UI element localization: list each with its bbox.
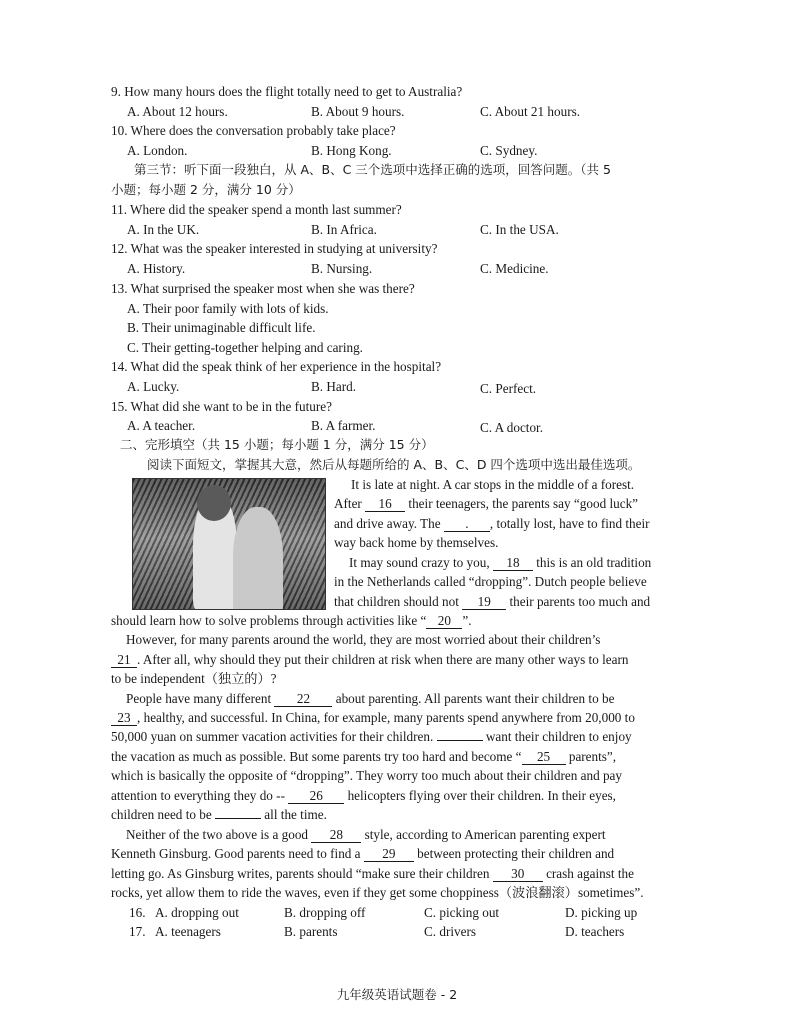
q17-option-a: A. teenagers bbox=[155, 924, 221, 939]
question-12: 12. What was the speaker interested in studying at university? bbox=[111, 241, 438, 256]
q12-option-b: B. Nursing. bbox=[311, 261, 373, 276]
q11-option-c: C. In the USA. bbox=[480, 222, 559, 237]
p4-line1 bbox=[126, 689, 614, 709]
blank-21: 21 bbox=[111, 652, 137, 668]
p2-line4-a: should learn how to solve problems through activities like “ bbox=[111, 613, 427, 628]
q14-option-c: C. Perfect. bbox=[480, 381, 537, 396]
p4-line4 bbox=[111, 747, 616, 767]
p1-line3 bbox=[334, 514, 650, 534]
p4-line7-a: children need to be bbox=[111, 807, 212, 822]
page-footer: 九年级英语试题卷 - 2 bbox=[336, 987, 458, 1002]
p2-line4 bbox=[111, 611, 472, 631]
blank-22: 22 bbox=[274, 691, 332, 707]
question-9: 9. How many hours does the flight totally need to get to Australia? bbox=[111, 84, 463, 99]
cloze-heading: 二、完形填空（共 15 小题；每小题 1 分，满分 15 分） bbox=[120, 437, 434, 452]
p5-line3-a: letting go. As Ginsburg writes, parents should “make sure their children bbox=[111, 866, 490, 881]
p1-line3-b: , totally lost, have to find their bbox=[489, 516, 650, 531]
p4-line2-b: , healthy, and successful. In China, for example, many parents spend anywhere from 20,000 to bbox=[137, 710, 635, 725]
q17-number: 17. bbox=[129, 924, 146, 939]
question-10: 10. Where does the conversation probably take place? bbox=[111, 123, 396, 138]
p5-line1 bbox=[126, 825, 606, 845]
q16-number: 16. bbox=[129, 905, 146, 920]
q15-option-c: C. A doctor. bbox=[480, 420, 544, 435]
q12-option-a: A. History. bbox=[127, 261, 186, 276]
cloze-instruction: 阅读下面短文，掌握其大意，然后从每题所给的 A、B、C、D 四个选项中选出最佳选项。 bbox=[147, 457, 641, 472]
q9-option-a: A. About 12 hours. bbox=[127, 104, 228, 119]
p2-line2: in the Netherlands called “dropping”. Dutch people believe bbox=[334, 574, 647, 589]
q17-option-c: C. drivers bbox=[424, 924, 477, 939]
p3-line2 bbox=[111, 650, 628, 670]
p5-line2-b: between protecting their children and bbox=[417, 846, 615, 861]
p4-line6-a: attention to everything they do -- bbox=[111, 788, 285, 803]
q14-option-b: B. Hard. bbox=[311, 379, 357, 394]
section3-heading-line2: 小题；每小题 2 分，满分 10 分） bbox=[111, 182, 301, 197]
p2-line3-b: their parents too much and bbox=[509, 594, 651, 609]
p5-line3-b: crash against the bbox=[546, 866, 634, 881]
p5-line3 bbox=[111, 864, 634, 884]
q17-option-d: D. teachers bbox=[565, 924, 625, 939]
p4-line3 bbox=[111, 727, 632, 747]
p4-line7-b: all the time. bbox=[264, 807, 327, 822]
blank-27 bbox=[215, 818, 261, 819]
p4-line3-b: want their children to enjoy bbox=[485, 729, 632, 744]
p4-line6-b: helicopters flying over their children. In their eyes, bbox=[347, 788, 616, 803]
q16-option-b: B. dropping off bbox=[284, 905, 366, 920]
p4-line6 bbox=[111, 786, 616, 806]
article-photo bbox=[132, 478, 326, 610]
p1-line2-b: their teenagers, the parents say “good luck” bbox=[408, 496, 639, 511]
q9-option-c: C. About 21 hours. bbox=[480, 104, 581, 119]
q16-option-a: A. dropping out bbox=[155, 905, 239, 920]
p1-line1: It is late at night. A car stops in the middle of a forest. bbox=[351, 477, 635, 492]
photo-person-2 bbox=[233, 507, 283, 610]
q17-option-b: B. parents bbox=[284, 924, 338, 939]
p4-line4-b: parents”, bbox=[568, 749, 617, 764]
q13-option-b: B. Their unimaginable difficult life. bbox=[127, 320, 316, 335]
q10-option-b: B. Hong Kong. bbox=[311, 143, 392, 158]
blank-18: 18 bbox=[493, 555, 533, 571]
q11-option-b: B. In Africa. bbox=[311, 222, 377, 237]
q13-option-a: A. Their poor family with lots of kids. bbox=[127, 301, 329, 316]
p1-line3-a: and drive away. The bbox=[334, 516, 441, 531]
p1-line2 bbox=[334, 494, 638, 514]
q9-option-b: B. About 9 hours. bbox=[311, 104, 405, 119]
q10-option-a: A. London. bbox=[127, 143, 188, 158]
blank-20: 20 bbox=[426, 613, 462, 629]
q15-option-a: A. A teacher. bbox=[127, 418, 196, 433]
q12-option-c: C. Medicine. bbox=[480, 261, 549, 276]
q11-option-a: A. In the UK. bbox=[127, 222, 200, 237]
p1-line2-a: After bbox=[334, 496, 362, 511]
p2-line4-b: ”. bbox=[462, 613, 472, 628]
blank-30: 30 bbox=[493, 866, 543, 882]
q13-option-c: C. Their getting-together helping and caring. bbox=[127, 340, 363, 355]
blank-23: 23 bbox=[111, 710, 137, 726]
q15-option-b: B. A farmer. bbox=[311, 418, 376, 433]
blank-25: 25 bbox=[522, 749, 566, 765]
p2-line3-a: that children should not bbox=[334, 594, 459, 609]
p2-line1-b: this is an old tradition bbox=[536, 555, 652, 570]
q14-option-a: A. Lucky. bbox=[127, 379, 180, 394]
p2-line3 bbox=[334, 592, 650, 612]
p3-line2-b: . After all, why should they put their children at risk when there are many other ways to learn bbox=[137, 652, 629, 667]
blank-26: 26 bbox=[288, 788, 344, 804]
p4-line2 bbox=[111, 708, 635, 728]
q16-option-c: C. picking out bbox=[424, 905, 500, 920]
photo-head bbox=[197, 485, 231, 521]
p5-line1-b: style, according to American parenting expert bbox=[364, 827, 606, 842]
q16-option-d: D. picking up bbox=[565, 905, 638, 920]
question-14: 14. What did the speak think of her experience in the hospital? bbox=[111, 359, 442, 374]
p3-line3: to be independent（独立的）? bbox=[111, 671, 277, 686]
p4-line4-a: the vacation as much as possible. But some parents try too hard and become “ bbox=[111, 749, 522, 764]
question-13: 13. What surprised the speaker most when she was there? bbox=[111, 281, 415, 296]
p2-line1 bbox=[349, 553, 651, 573]
q10-option-c: C. Sydney. bbox=[480, 143, 538, 158]
p5-line4: rocks, yet allow them to ride the waves, even if they get some choppiness（波浪翻滚）sometimes”. bbox=[111, 885, 644, 900]
blank-17: . bbox=[444, 516, 490, 532]
question-15: 15. What did she want to be in the future? bbox=[111, 399, 332, 414]
blank-24 bbox=[437, 740, 483, 741]
blank-19: 19 bbox=[462, 594, 506, 610]
p5-line2 bbox=[111, 844, 614, 864]
p4-line1-a: People have many different bbox=[126, 691, 272, 706]
question-11: 11. Where did the speaker spend a month last summer? bbox=[111, 202, 402, 217]
p4-line3-a: 50,000 yuan on summer vacation activities for their children. bbox=[111, 729, 434, 744]
p5-line2-a: Kenneth Ginsburg. Good parents need to find a bbox=[111, 846, 361, 861]
p1-line4: way back home by themselves. bbox=[334, 535, 499, 550]
p4-line1-b: about parenting. All parents want their children to be bbox=[335, 691, 615, 706]
blank-29: 29 bbox=[364, 846, 414, 862]
p5-line1-a: Neither of the two above is a good bbox=[126, 827, 309, 842]
p3-line1: However, for many parents around the world, they are most worried about their children’s bbox=[126, 632, 601, 647]
p2-line1-a: It may sound crazy to you, bbox=[349, 555, 490, 570]
p4-line5: which is basically the opposite of “dropping”. They worry too much about their children and pay bbox=[111, 768, 623, 783]
section3-heading-line1: 第三节：听下面一段独白，从 A、B、C 三个选项中选择正确的选项，回答问题。（共 5 bbox=[134, 162, 611, 177]
blank-28: 28 bbox=[311, 827, 361, 843]
blank-16: 16 bbox=[365, 496, 405, 512]
p4-line7 bbox=[111, 805, 327, 825]
